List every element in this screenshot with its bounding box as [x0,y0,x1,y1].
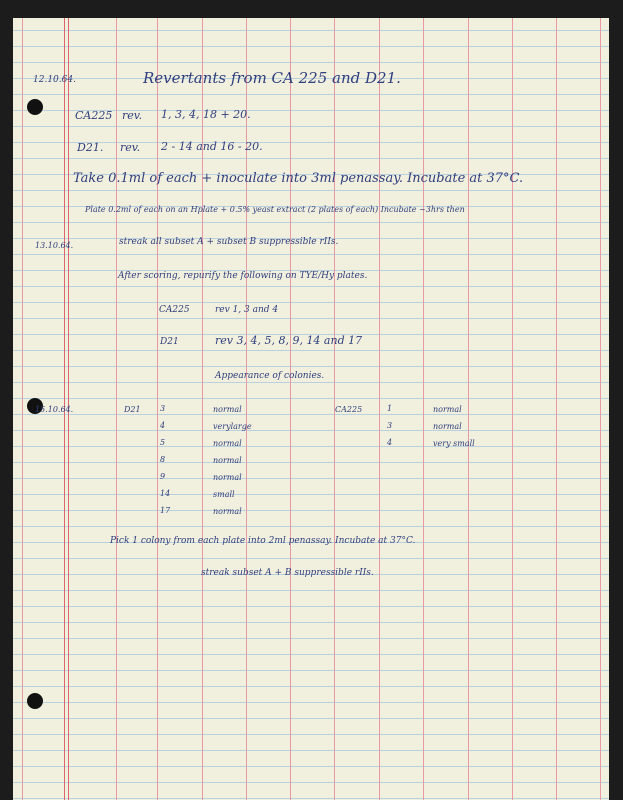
revertant-number: 1 [387,404,393,413]
revertant-number: 5 [160,438,166,447]
rev-label: rev. [122,109,143,122]
revertant-list: rev 1, 3 and 4 [215,305,279,315]
vertical-rule [600,18,601,800]
ruled-line [13,366,609,367]
ruled-line [13,510,609,511]
revertant-list: rev 3, 4, 5, 8, 9, 14 and 17 [215,334,363,347]
ruled-line [13,30,609,31]
colony-appearance: normal [433,422,462,431]
vertical-rule [512,18,513,800]
ruled-line [13,350,609,351]
revertant-number: 8 [160,455,166,464]
revertant-list: 1, 3, 4, 18 + 20. [161,108,251,121]
punch-hole [27,693,43,709]
ruled-line [13,94,609,95]
vertical-rule [468,18,469,800]
page-title: Revertants from CA 225 and D21. [143,69,401,87]
vertical-rule [423,18,424,800]
vertical-rule [157,18,158,800]
entry-date: 15.10.64. [35,405,74,414]
strain-label: D21. [77,141,104,154]
strain-label: D21 [160,337,179,347]
section-heading: Appearance of colonies. [215,371,325,381]
ruled-line [13,318,609,319]
ruled-line [13,302,609,303]
ruled-line [13,222,609,223]
colony-appearance: normal [213,456,242,465]
vertical-rule [116,18,117,800]
revertant-number: 4 [387,438,393,447]
colony-appearance: normal [213,439,242,448]
instruction-line: Take 0.1ml of each + inoculate into 3ml penassay. Incubate at 37°C. [73,171,524,186]
ruled-line [13,638,609,639]
ruled-line [13,782,609,783]
ruled-line [13,686,609,687]
ruled-line [13,670,609,671]
ruled-line [13,558,609,559]
colony-appearance: normal [213,507,242,516]
entry-date: 13.10.64. [35,241,74,250]
colony-appearance: normal [433,405,462,414]
ruled-line [13,478,609,479]
ruled-line [13,254,609,255]
ruled-line [13,446,609,447]
ruled-line [13,158,609,159]
vertical-rule [556,18,557,800]
ruled-line [13,702,609,703]
ruled-line [13,766,609,767]
strain-label: D21 [124,405,141,414]
instruction-line: Plate 0.2ml of each on an Hplate + 0.5% yeast extract (2 plates of each) Incubate ~3hrs then [85,205,465,214]
strain-label: CA225 [335,405,363,414]
colony-appearance: small [213,490,235,499]
strain-label: CA225 [75,109,113,122]
revertant-number: 4 [160,421,166,430]
revertant-number: 17 [160,506,171,515]
ruled-line [13,622,609,623]
ruled-line [13,126,609,127]
ruled-line [13,590,609,591]
ruled-line [13,414,609,415]
ruled-line [13,654,609,655]
ruled-line [13,190,609,191]
vertical-rule [246,18,247,800]
ruled-line [13,462,609,463]
ruled-line [13,526,609,527]
strain-label: CA225 [159,305,190,315]
vertical-rule [379,18,380,800]
vertical-rule [202,18,203,800]
rev-label: rev. [120,141,141,154]
instruction-line: streak subset A + B suppressible rIIs. [201,568,374,578]
ruled-line [13,430,609,431]
revertant-number: 9 [160,472,166,481]
ruled-line [13,382,609,383]
ruled-line [13,494,609,495]
ruled-line [13,750,609,751]
instruction-line: streak all subset A + subset B suppressible rIIs. [119,237,339,247]
ruled-line [13,734,609,735]
ruled-line [13,798,609,799]
colony-appearance: normal [213,405,242,414]
ruled-line [13,46,609,47]
colony-appearance: normal [213,473,242,482]
ruled-line [13,718,609,719]
ruled-line [13,606,609,607]
colony-appearance: verylarge [213,422,252,431]
ruled-line [13,62,609,63]
punch-hole [27,99,43,115]
ruled-line [13,398,609,399]
colony-appearance: very small [433,439,475,448]
vertical-rule [22,18,23,800]
revertant-number: 3 [160,404,166,413]
ruled-line [13,286,609,287]
vertical-rule [290,18,291,800]
revertant-number: 3 [387,421,393,430]
revertant-number: 14 [160,489,171,498]
revertant-list: 2 - 14 and 16 - 20. [161,140,263,153]
entry-date: 12.10.64. [33,75,76,85]
instruction-line: After scoring, repurify the following on TYE/Hy plates. [118,271,368,281]
notebook-page [13,18,609,800]
instruction-line: Pick 1 colony from each plate into 2ml penassay. Incubate at 37°C. [110,536,416,546]
